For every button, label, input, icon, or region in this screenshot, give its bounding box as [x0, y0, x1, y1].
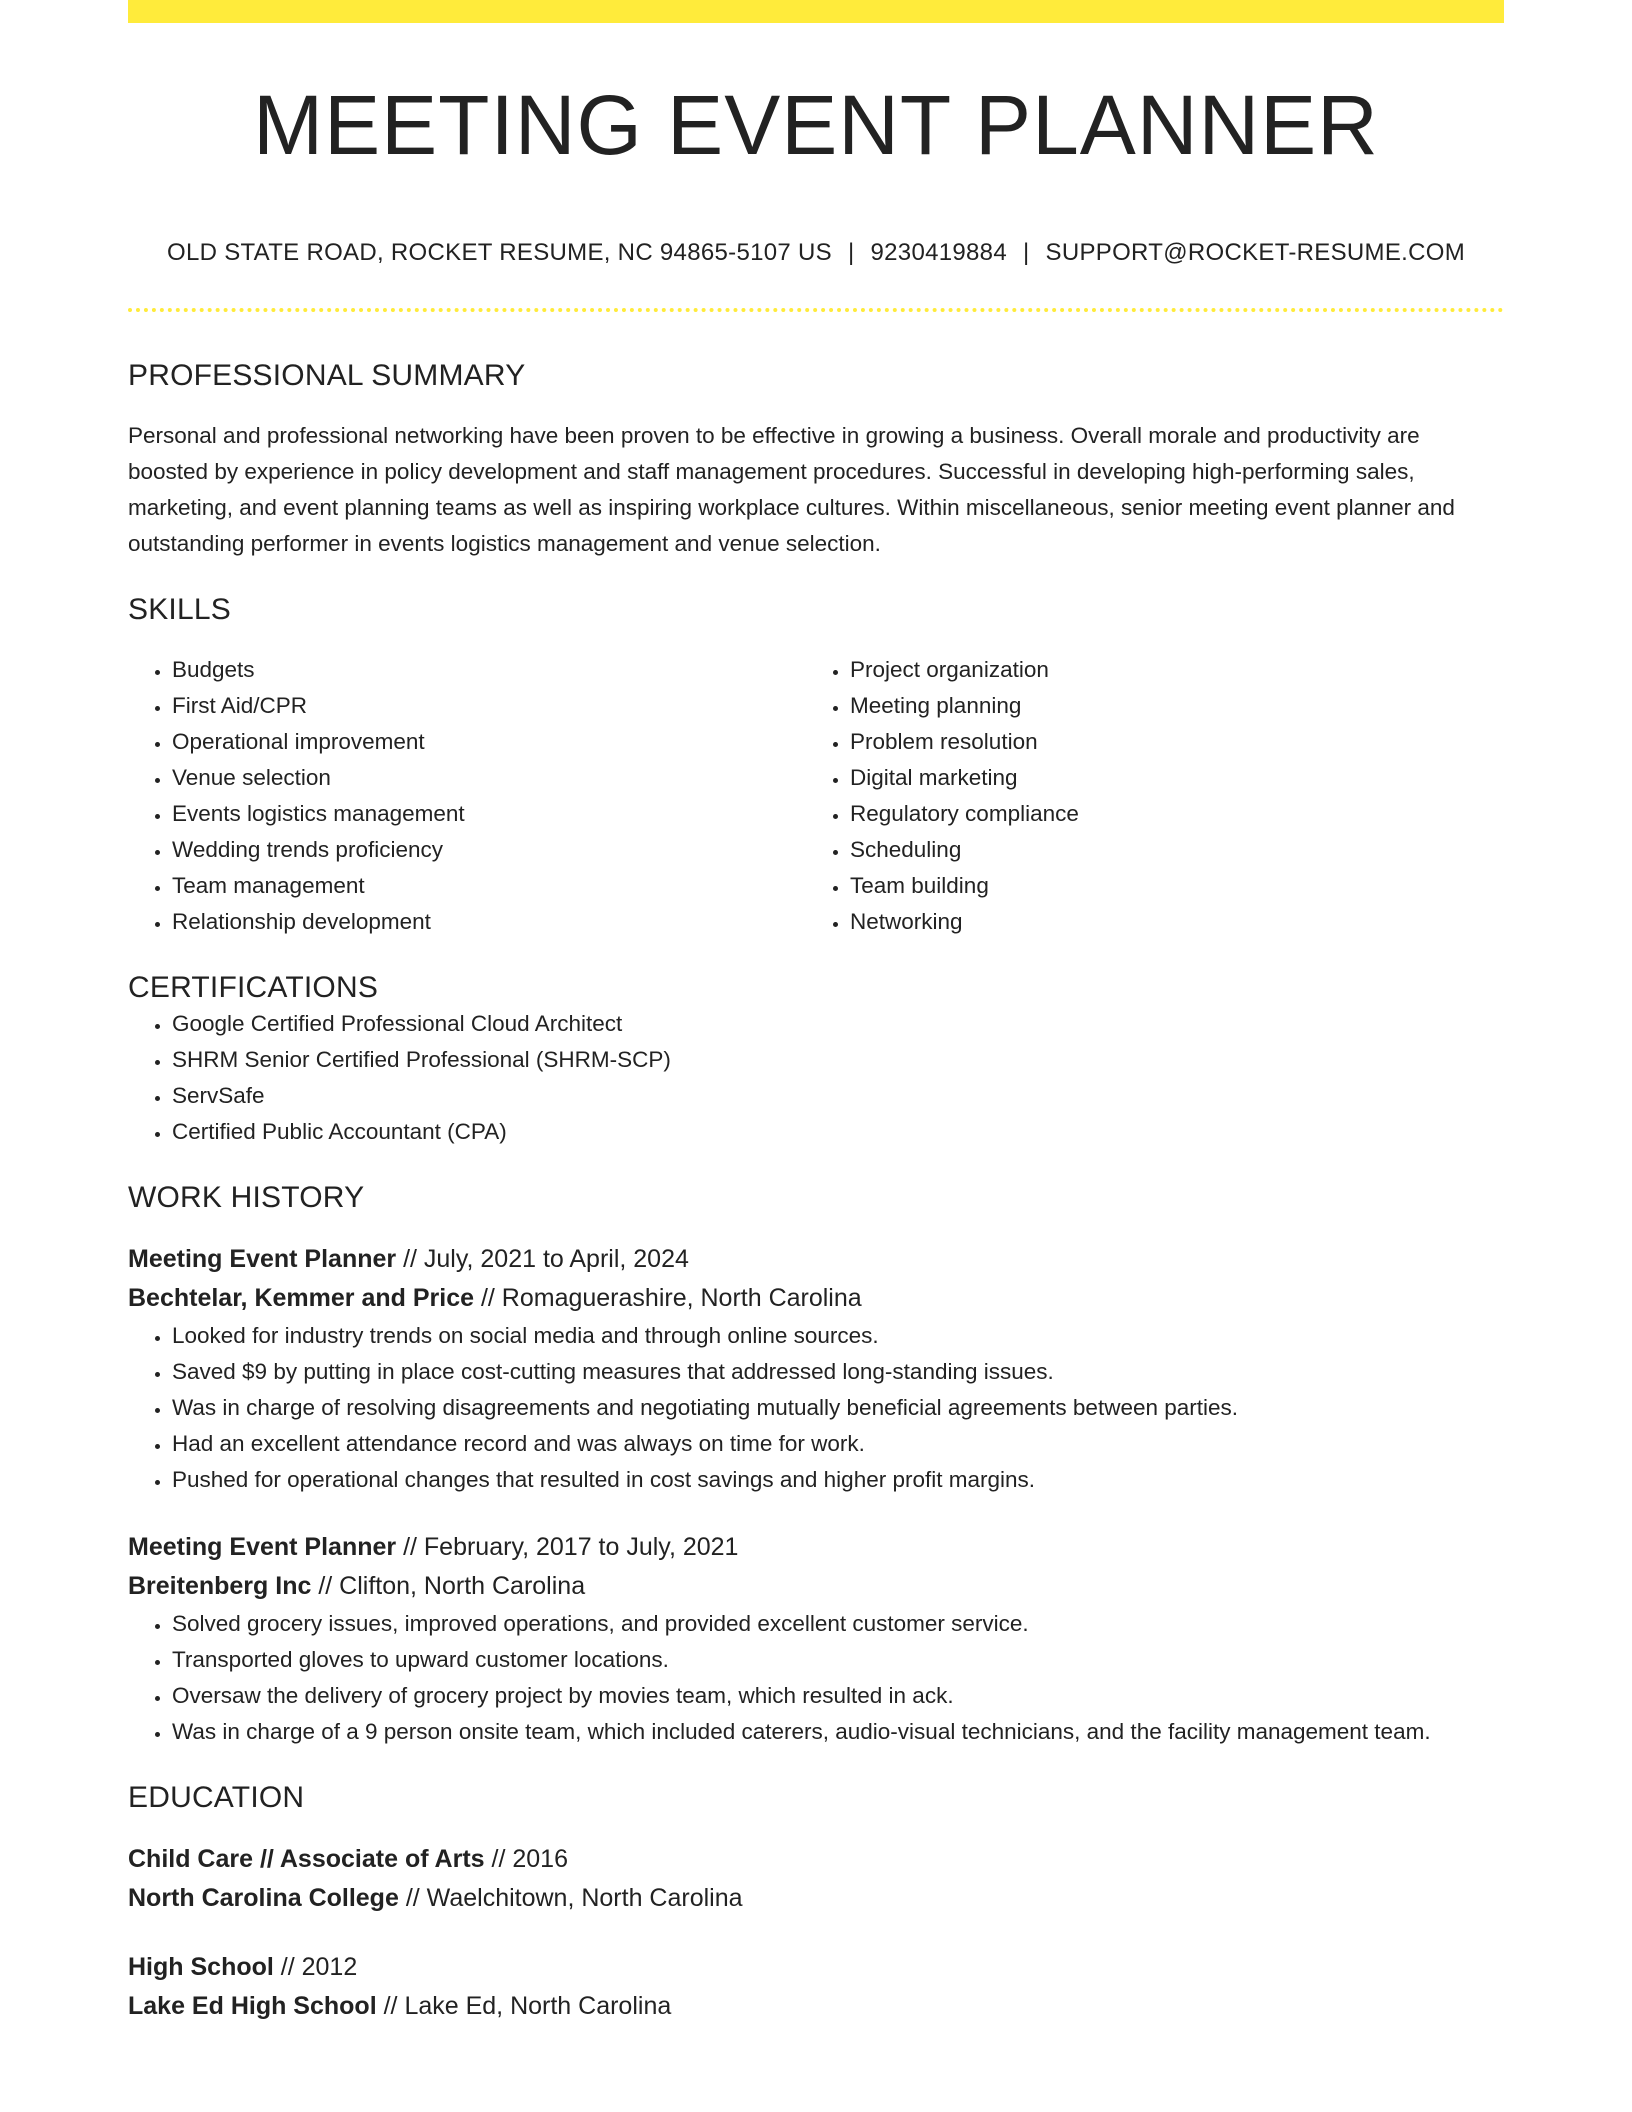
- education-school-line: [128, 1879, 1504, 1918]
- resume-name: MEETING EVENT PLANNER: [253, 78, 1379, 172]
- skill-item: • Relationship development: [172, 904, 806, 940]
- skill-item: • Problem resolution: [850, 724, 1484, 760]
- job-title-line: [128, 1528, 1504, 1567]
- skills-grid: [128, 652, 1504, 940]
- skill-item: • Regulatory compliance: [850, 796, 1484, 832]
- job-company: Bechtelar, Kemmer and Price: [128, 1283, 474, 1312]
- skills-column-right: [806, 652, 1484, 940]
- job-bullet: • Was in charge of a 9 person onsite team, which included caterers, audio-visual technicians, and the facility management team.: [172, 1714, 1504, 1750]
- job-bullet: • Transported gloves to upward customer locations.: [172, 1642, 1504, 1678]
- job-role: Meeting Event Planner: [128, 1532, 397, 1561]
- contact-address: OLD STATE ROAD, ROCKET RESUME, NC 94865-5107 US: [166, 239, 832, 266]
- certification-item: • SHRM Senior Certified Professional (SHRM-SCP): [172, 1042, 1504, 1078]
- education-degree-line: [128, 1948, 1504, 1987]
- job-bullet: • Was in charge of resolving disagreements and negotiating mutually beneficial agreements between parties.: [172, 1390, 1504, 1426]
- job-company: Breitenberg Inc: [128, 1571, 312, 1600]
- job-bullet: • Oversaw the delivery of grocery project by movies team, which resulted in ack.: [172, 1678, 1504, 1714]
- education-degree-line: [128, 1840, 1504, 1879]
- skill-item: • Events logistics management: [172, 796, 806, 832]
- skills-list-left: [128, 652, 806, 940]
- skill-item: • First Aid/CPR: [172, 688, 806, 724]
- skill-item: • Digital marketing: [850, 760, 1484, 796]
- job-location: // Romaguerashire, North Carolina: [474, 1283, 862, 1312]
- job-role: Meeting Event Planner: [128, 1244, 397, 1273]
- education-year: // 2016: [484, 1844, 568, 1873]
- job-bullet: • Saved $9 by putting in place cost-cutting measures that addressed long-standing issues.: [172, 1354, 1504, 1390]
- job-dates: // February, 2017 to July, 2021: [396, 1532, 739, 1561]
- certification-item: • Google Certified Professional Cloud Architect: [172, 1006, 1504, 1042]
- job-bullet: • Solved grocery issues, improved operations, and provided excellent customer service.: [172, 1606, 1504, 1642]
- job-bullet: • Pushed for operational changes that resulted in cost savings and higher profit margins.: [172, 1462, 1504, 1498]
- certifications-list: [128, 1006, 1504, 1150]
- education-school-line: [128, 1987, 1504, 2026]
- contact-phone: 9230419884: [870, 239, 1007, 266]
- job-bullet: • Looked for industry trends on social media and through online sources.: [172, 1318, 1504, 1354]
- education-entry: [128, 1840, 1504, 1918]
- education-entry: [128, 1948, 1504, 2026]
- skills-column-left: [128, 652, 806, 940]
- education-location: // Waelchitown, North Carolina: [398, 1883, 743, 1912]
- skill-item: • Scheduling: [850, 832, 1484, 868]
- skill-item: • Meeting planning: [850, 688, 1484, 724]
- education-heading: EDUCATION: [128, 1780, 305, 1814]
- certification-item: • Certified Public Accountant (CPA): [172, 1114, 1504, 1150]
- dotted-divider: [128, 308, 1504, 312]
- skill-item: • Budgets: [172, 652, 806, 688]
- education-year: // 2012: [273, 1952, 358, 1981]
- education-school: Lake Ed High School: [128, 1991, 377, 2020]
- job-bullets: [128, 1606, 1504, 1750]
- education-school: North Carolina College: [128, 1883, 399, 1912]
- skill-item: • Wedding trends proficiency: [172, 832, 806, 868]
- job-dates: // July, 2021 to April, 2024: [396, 1244, 689, 1273]
- job-title-line: [128, 1240, 1504, 1279]
- contact-separator: |: [1022, 239, 1030, 266]
- certifications-heading: CERTIFICATIONS: [128, 970, 379, 1004]
- resume-page: [128, 0, 1504, 2026]
- job-company-line: [128, 1567, 1504, 1606]
- job-entry: [128, 1240, 1504, 1498]
- job-company-line: [128, 1279, 1504, 1318]
- skill-item: • Team building: [850, 868, 1484, 904]
- skill-item: • Venue selection: [172, 760, 806, 796]
- education-location: // Lake Ed, North Carolina: [376, 1991, 672, 2020]
- top-accent-bar: [128, 0, 1504, 23]
- skill-item: • Operational improvement: [172, 724, 806, 760]
- education-degree: Child Care // Associate of Arts: [128, 1844, 485, 1873]
- work-history-heading: WORK HISTORY: [128, 1180, 365, 1214]
- education-degree: High School: [128, 1952, 274, 1981]
- skill-item: • Project organization: [850, 652, 1484, 688]
- contact-separator: |: [847, 239, 855, 266]
- job-location: // Clifton, North Carolina: [311, 1571, 586, 1600]
- certification-item: • ServSafe: [172, 1078, 1504, 1114]
- job-bullets: [128, 1318, 1504, 1498]
- skills-list-right: [806, 652, 1484, 940]
- summary-heading: PROFESSIONAL SUMMARY: [128, 358, 526, 392]
- job-entry: [128, 1528, 1504, 1750]
- skill-item: • Networking: [850, 904, 1484, 940]
- contact-email: SUPPORT@ROCKET-RESUME.COM: [1045, 239, 1465, 266]
- contact-line: [128, 239, 1504, 268]
- job-bullet: • Had an excellent attendance record and was always on time for work.: [172, 1426, 1504, 1462]
- summary-text: Personal and professional networking have been proven to be effective in growing a business. Overall morale and productivity are boosted by experience in policy development and staff management procedures. Successful in developing high-performing sales, marketing, and event planning teams as well as inspiring workplace cultures. Within miscellaneous, senior meeting event planner and outstanding performer in events logistics management and venue selection.: [128, 422, 1455, 556]
- skill-item: • Team management: [172, 868, 806, 904]
- skills-heading: SKILLS: [128, 592, 231, 626]
